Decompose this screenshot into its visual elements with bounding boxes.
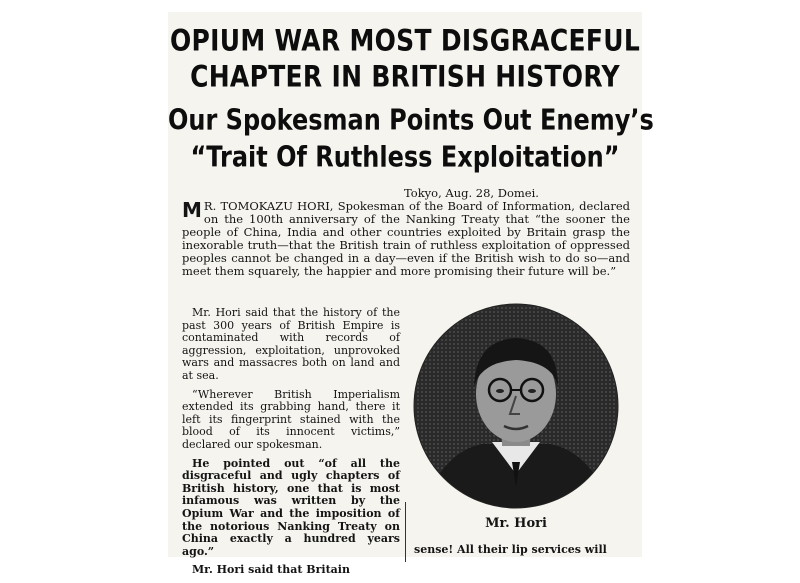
newspaper-clipping: [168, 12, 654, 577]
column-rule: [405, 502, 406, 562]
paragraph-history: Mr. Hori said that the history of the past 300 years of British Empire is contaminated with records of aggression, exploitation, unprovoked wars and massacres both on land and at sea.: [182, 306, 400, 382]
paragraph-britain: Mr. Hori said that Britain: [192, 563, 350, 577]
lead-text: R. TOMOKAZU HORI, Spokesman of the Board of Information, declared on the 100th anniversary of the Nanking Treaty that “the sooner the people of China, India and other countries exploited by Britain grasp the inexorable truth—that the British train of ruthless exploitation of oppressed peoples cannot be changed in a day—even if the British wish to do so—and meet them squarely, the happier and more promising their future will be.”: [182, 199, 630, 278]
left-column: [182, 307, 400, 583]
paragraph-imperialism: “Wherever British Imperialism extended its grabbing hand, there it left its fingerprint stained with the blood of its innocent victims,” declared our spokesman.: [182, 387, 400, 451]
subheadline-line-2: “Trait Of Ruthless Exploitation”: [190, 140, 620, 174]
right-column-text: sense! All their lip services will: [414, 543, 607, 556]
headline-line-2: CHAPTER IN BRITISH HISTORY: [190, 59, 620, 94]
drop-cap: M: [182, 198, 202, 222]
headline-line-1: OPIUM WAR MOST DISGRACEFUL: [169, 23, 641, 58]
photo-caption: Mr. Hori: [485, 516, 547, 531]
lead-paragraph: [182, 200, 630, 278]
portrait-photo: [412, 302, 620, 510]
paragraph-opium-war: He pointed out “of all the disgraceful and ugly chapters of British history, one that is most infamous was written by the Opium War and the imposition of the notorious Nanking Treaty on China exactly a hundred years ago.”: [182, 456, 400, 558]
dateline: Tokyo, Aug. 28, Domei.: [404, 186, 539, 200]
subheadline-line-1: Our Spokesman Points Out Enemy’s: [168, 103, 654, 137]
